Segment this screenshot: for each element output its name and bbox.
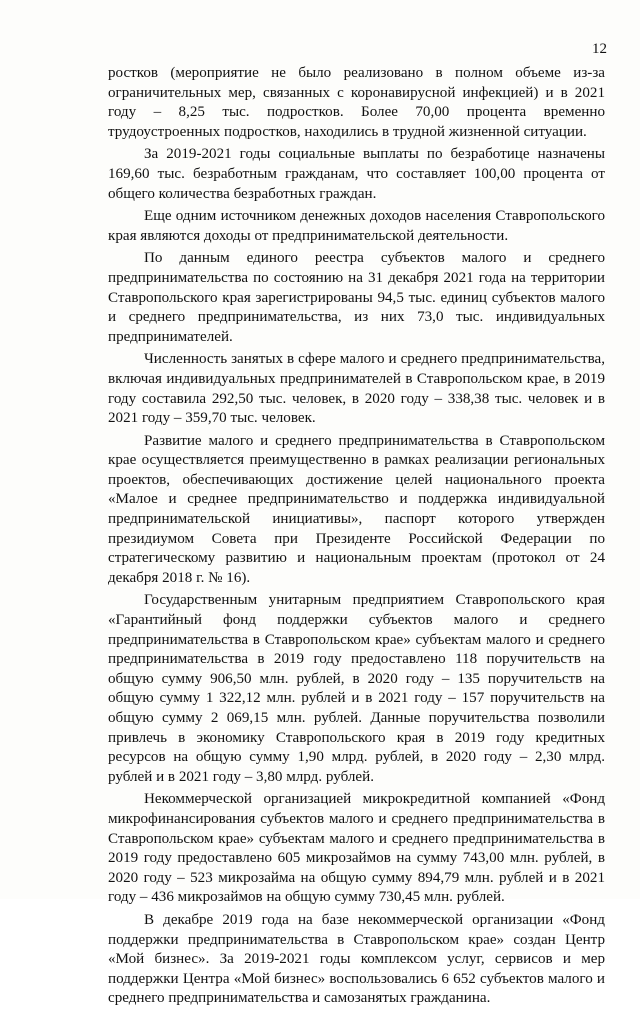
- paragraph-national-project: Развитие малого и среднего предпринимательства в Ставропольском крае осуществляется преимущественно в рамках реализации региональных проектов, обеспечивающих достижение целей национального проекта «Малое и среднее предпринимательство и поддержка индивидуальной предпринимательской инициативы», паспорт которого утвержден президиумом Совета при Президенте Российской Федерации по стратегическому развитию и национальным проектам (протокол от 24 декабря 2018 г. № 16).: [108, 432, 605, 586]
- paragraph-sme-registry: По данным единого реестра субъектов малого и среднего предпринимательства по состоянию на 31 декабря 2021 года на территории Ставропольского края зарегистрированы 94,5 тыс. единиц субъектов малого и среднего предпринимательства, из них 73,0 тыс. индивидуальных предпринимателей.: [108, 250, 605, 345]
- paragraph-sme-employment: Численность занятых в сфере малого и среднего предпринимательства, включая индивидуальных предпринимателей в Ставропольском крае, в 2019 году составила 292,50 тыс. человек, в 2020 году – 338,38 тыс. человек и в 2021 году – 359,70 тыс. человек.: [108, 351, 605, 427]
- paragraph-unemployment-benefits: За 2019-2021 годы социальные выплаты по безработице назначены 169,60 тыс. безработным гражданам, что составляет 100,00 процента от общего количества безработных граждан.: [108, 146, 605, 202]
- paragraph-business-income: Еще одним источником денежных доходов населения Ставропольского края являются доходы от предпринимательской деятельности.: [108, 208, 605, 244]
- paragraph-microfinance-fund: Некоммерческой организацией микрокредитной компанией «Фонд микрофинансирования субъектов малого и среднего предпринимательства в Ставропольском крае» субъектам малого и среднего предпринимательства в 2019 году предоставлено 605 микрозаймов на сумму 743,00 млн. рублей, в 2020 году – 523 микрозайма на общую сумму 894,79 млн. рублей и в 2021 году – 436 микрозаймов на общую сумму 730,45 млн. рублей.: [108, 791, 605, 906]
- paragraph-youth-employment: ростков (мероприятие не было реализовано в полном объеме из-за ограничительных мер, связанных с коронавирусной инфекцией) и в 2021 году – 8,25 тыс. подростков. Более 70,00 процента временно трудоустроенных подростков, находились в трудной жизненной ситуации.: [108, 65, 605, 140]
- paragraph-my-business-center: В декабре 2019 года на базе некоммерческой организации «Фонд поддержки предпринимательства в Ставропольском крае» создан Центр «Мой бизнес». За 2019-2021 годы комплексом услуг, сервисов и мер поддержки Центра «Мой бизнес» воспользовались 6 652 субъектов малого и среднего предпринимательства и самозанятых гражданина.: [108, 911, 605, 1007]
- paragraph-guarantee-fund: Государственным унитарным предприятием Ставропольского края «Гарантийный фонд поддержки субъектов малого и среднего предпринимательства в Ставропольском крае» субъектам малого и среднего предпринимательства в 2019 году предоставлено 118 поручительств на общую сумму 906,50 млн. рублей, в 2020 году – 135 поручительств на общую сумму 1 322,12 млн. рублей и в 2021 году – 157 поручительств на общую сумму 2 069,15 млн. рублей. Данные поручительства позволили привлечь в экономику Ставропольского края в 2019 году кредитных ресурсов на общую сумму 1,90 млрд. рублей, в 2020 году – 2,30 млрд. рублей и в 2021 году – 3,80 млрд. рублей.: [108, 592, 605, 785]
- page-number: 12: [592, 41, 607, 57]
- document-body: [108, 64, 605, 1009]
